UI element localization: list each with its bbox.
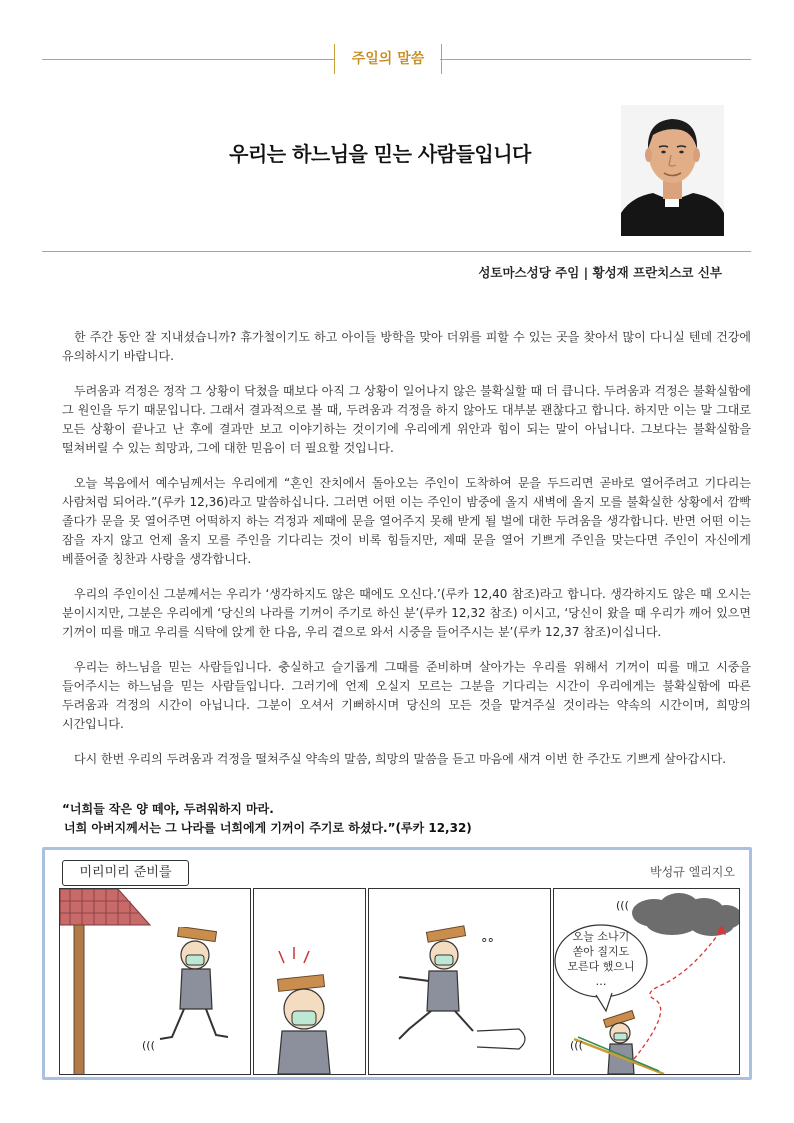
article-body xyxy=(62,328,751,785)
comic-panel-4 xyxy=(553,888,740,1075)
motion-mark: ((( xyxy=(142,1039,155,1052)
comic-panel-3 xyxy=(368,888,551,1075)
paragraph: 한 주간 동안 잘 지내셨습니까? 휴가철이기도 하고 아이들 방학을 맞아 더위를 피할 수 있는 곳을 찾아서 많이 다니실 텐데 건강에 유의하시기 바랍니다. xyxy=(62,330,751,363)
header-line-left xyxy=(42,59,334,60)
bubble-line: … xyxy=(595,975,607,988)
paragraph: 오늘 복음에서 예수님께서는 우리에게 “혼인 잔치에서 돌아오는 주인이 도착하여 문을 두드리면 곧바로 열어주려고 기다리는 사람처럼 되어라.”(루카 12,36)라고 말씀하십니다. 그러면 어떤 이는 주인이 밤중에 올지 새벽에 올지 모를 불확실한 상황에서 깜빡 졸다가 문을 못 열어주면 어떡하지 하는 걱정과 제때에 문을 열어주지 못해 받게 될 벌에 대한 두려움을 생각합니다. 반면 어떤 이는 잠을 자지 않고 언제 올지 모를 주인을 기다리는 것이 비록 힘들지만, 제때 문을 열어 기쁘게 주인을 맞는다면 주인이 자신에게 베풀어줄 칭찬과 사랑을 생각합니다. xyxy=(62,476,751,566)
motion-mark: ((( xyxy=(616,899,629,912)
paragraph: 다시 한번 우리의 두려움과 걱정을 떨쳐주실 약속의 말씀, 희망의 말씀을 듣고 마음에 새겨 이번 한 주간도 기쁘게 살아갑시다. xyxy=(74,752,727,766)
bubble-line: 오늘 소나기 xyxy=(572,930,630,943)
comic-strip xyxy=(42,847,752,1080)
comic-artist: 박성규 엘리지오 xyxy=(650,865,735,879)
quote-line-1: “너희들 작은 양 떼야, 두려워하지 마라. xyxy=(62,802,274,816)
quote-line-2: 너희 아버지께서는 그 나라를 너희에게 기꺼이 주기로 하셨다.”(루카 12,32) xyxy=(64,821,472,835)
comic-title: 미리미리 준비를 xyxy=(62,860,189,886)
header-line-right xyxy=(440,59,751,60)
paragraph: 우리의 주인이신 그분께서는 우리가 ‘생각하지도 않은 때에도 오신다.’(루카 12,40 참조)라고 합니다. 생각하지도 않은 때 오시는 분이시지만, 그분은 우리에게 ‘당신의 나라를 기꺼이 주기로 하신 분’(루카 12,32 참조) 이시고, ‘당신이 왔을 때 우리가 깨어 있으면 기꺼이 띠를 매고 우리를 식탁에 앉게 한 다음, 우리 곁으로 와서 시중을 들어주시는 분’(루카 12,37 참조)이십니다. xyxy=(62,587,751,639)
comic-panel-1 xyxy=(59,888,251,1075)
comic-panel-2 xyxy=(253,888,366,1075)
speech-bubble xyxy=(560,929,642,989)
paragraph: 두려움과 걱정은 정작 그 상황이 닥쳤을 때보다 아직 그 상황이 일어나지 않은 불확실할 때 더 큽니다. 두려움과 걱정은 불확실함에 그 원인을 두기 때문입니다. 그래서 결과적으로 볼 때, 두려움과 걱정을 하지 않아도 대부분 괜찮다고 합니다. 하지만 이는 말 그대로 모든 상황이 끝나고 난 후에 결과만 보고 이야기하는 것이기에 우리에게 위안과 힘이 되는 말이 아닙니다. 그보다는 불확실함을 떨쳐버릴 수 있는 희망과, 그에 대한 믿음이 더 필요할 것입니다. xyxy=(62,384,751,455)
header-bottom-line xyxy=(42,251,751,252)
walking-person-with-board xyxy=(150,927,250,1057)
bubble-line: 쏟아 질지도 xyxy=(572,945,630,958)
standing-person-with-board xyxy=(254,889,365,1074)
running-person-with-board xyxy=(369,889,550,1074)
motion-mark: °° xyxy=(481,937,494,952)
scripture-quote xyxy=(62,800,751,838)
priest-portrait xyxy=(621,105,724,236)
author-credit: 성토마스성당 주임 | 황성재 프란치스코 신부 xyxy=(478,265,722,280)
page-title: 우리는 하느님을 믿는 사람들입니다 xyxy=(229,142,531,166)
bubble-line: 모른다 했으니 xyxy=(567,960,635,973)
paragraph: 우리는 하느님을 믿는 사람들입니다. 충실하고 슬기롭게 그때를 준비하며 살아가는 우리를 위해서 기꺼이 띠를 매고 시중을 들어주시는 하느님을 믿는 사람들입니다. 그러기에 언제 오실지 모르는 그분을 기다리는 시간이 우리에게는 불확실함에 따른 두려움과 걱정의 시간이 아닙니다. 그분이 오셔서 기뻐하시며 당신의 모든 것을 맡겨주실 것이라는 약속의 시간이며, 희망의 시간입니다. xyxy=(62,660,751,731)
section-label: 주일의 말씀 xyxy=(334,44,442,74)
motion-mark: ((( xyxy=(570,1039,583,1052)
